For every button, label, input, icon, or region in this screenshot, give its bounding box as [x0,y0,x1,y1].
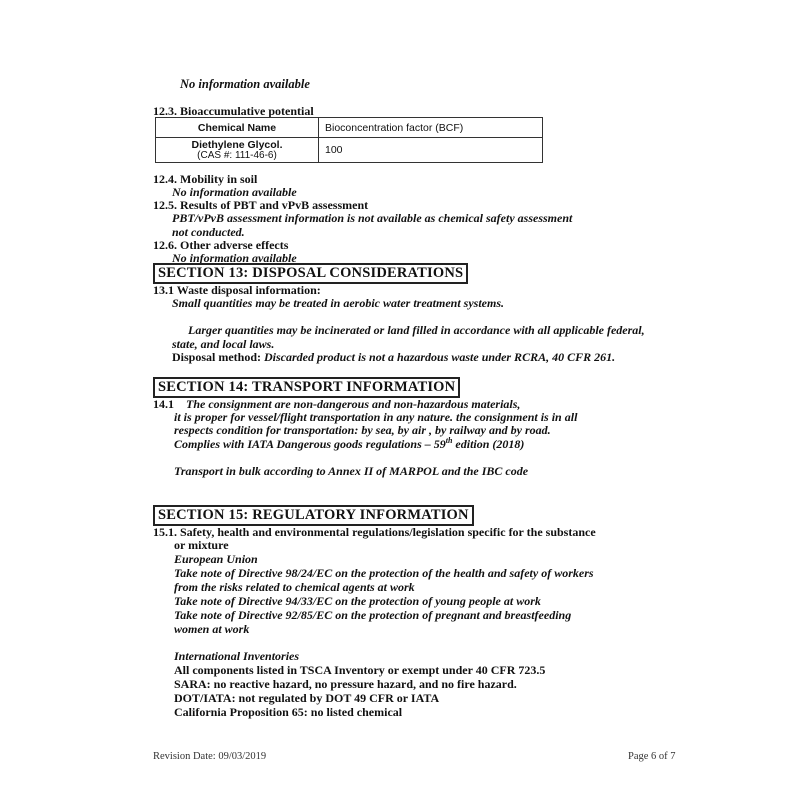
disposal-method-label: Disposal method: [172,350,262,364]
table-header-row [156,118,543,138]
transport-line-1: The consignment are non-dangerous and non-hazardous materials, [186,397,521,411]
bcf-value: 100 [319,138,543,163]
iata-sup: th [445,436,453,445]
pbt-line-1: PBT/vPvB assessment information is not available as chemical safety assessment [172,211,573,225]
col-bcf: Bioconcentration factor (BCF) [319,118,543,138]
table-row [156,138,543,163]
sara-line: SARA: no reactive hazard, no pressure hazard, and no fire hazard. [174,677,517,691]
col-chemical-name: Chemical Name [156,118,319,138]
directive-98-line-2: from the risks related to chemical agents at work [174,580,415,594]
directive-94-line: Take note of Directive 94/33/EC on the protection of young people at work [174,594,541,608]
adverse-text: No information available [172,251,297,265]
section-13-title: SECTION 13: DISPOSAL CONSIDERATIONS [153,263,468,284]
waste-line-1: Small quantities may be treated in aerobic water treatment systems. [172,296,504,310]
international-inventories-label: International Inventories [174,649,300,663]
european-union-label: European Union [174,552,258,566]
pbt-line-2: not conducted. [172,225,245,239]
transport-bulk-line: Transport in bulk according to Annex II of MARPOL and the IBC code [174,464,529,478]
transport-line-3: respects condition for transportation: by sea, by air , by railway and by road. [174,423,551,437]
bcf-table [155,117,543,163]
mobility-heading: 12.4. Mobility in soil [153,172,258,186]
adverse-heading: 12.6. Other adverse effects [153,238,289,252]
transport-line-4 [174,436,524,452]
section-15-title: SECTION 15: REGULATORY INFORMATION [153,505,474,526]
dot-iata-line: DOT/IATA: not regulated by DOT 49 CFR or IATA [174,691,440,705]
iata-edition: edition (2018) [452,437,525,451]
mobility-text: No information available [172,185,297,199]
waste-line-2: Larger quantities may be incinerated or land filled in accordance with all applicable federal, [188,323,645,337]
cas-number: (CAS #: 111-46-6) [197,149,277,161]
no-info-text: No information available [180,77,310,91]
pbt-heading: 12.5. Results of PBT and vPvB assessment [153,198,369,212]
iata-text: Complies with IATA Dangerous goods regulations – 59 [174,437,446,451]
transport-line-2: it is proper for vessel/flight transportation in any nature. the consignment is in all [174,410,578,424]
directive-92-line-1: Take note of Directive 92/85/EC on the protection of pregnant and breastfeeding [174,608,572,622]
disposal-method-text: Discarded product is not a hazardous waste under RCRA, 40 CFR 261. [261,350,616,364]
page-number: Page 6 of 7 [628,751,676,762]
tsca-line: All components listed in TSCA Inventory or exempt under 40 CFR 723.5 [174,663,546,677]
directive-98-line-1: Take note of Directive 98/24/EC on the protection of the health and safety of workers [174,566,594,580]
directive-92-line-2: women at work [174,622,250,636]
disposal-method [172,350,615,365]
transport-number: 14.1 [153,397,174,411]
regulations-heading-2: or mixture [174,538,229,552]
california-prop65-line: California Proposition 65: no listed chemical [174,705,403,719]
section-14-title: SECTION 14: TRANSPORT INFORMATION [153,377,460,398]
bioaccumulative-heading: 12.3. Bioaccumulative potential [153,104,314,118]
chemical-cell [156,138,319,163]
revision-date: Revision Date: 09/03/2019 [153,751,267,762]
chemical-name: Diethylene Glycol. [191,138,283,151]
waste-line-3: state, and local laws. [172,337,275,351]
regulations-heading: 15.1. Safety, health and environmental regulations/legislation specific for the substance [153,525,596,539]
waste-disposal-heading: 13.1 Waste disposal information: [153,283,321,297]
